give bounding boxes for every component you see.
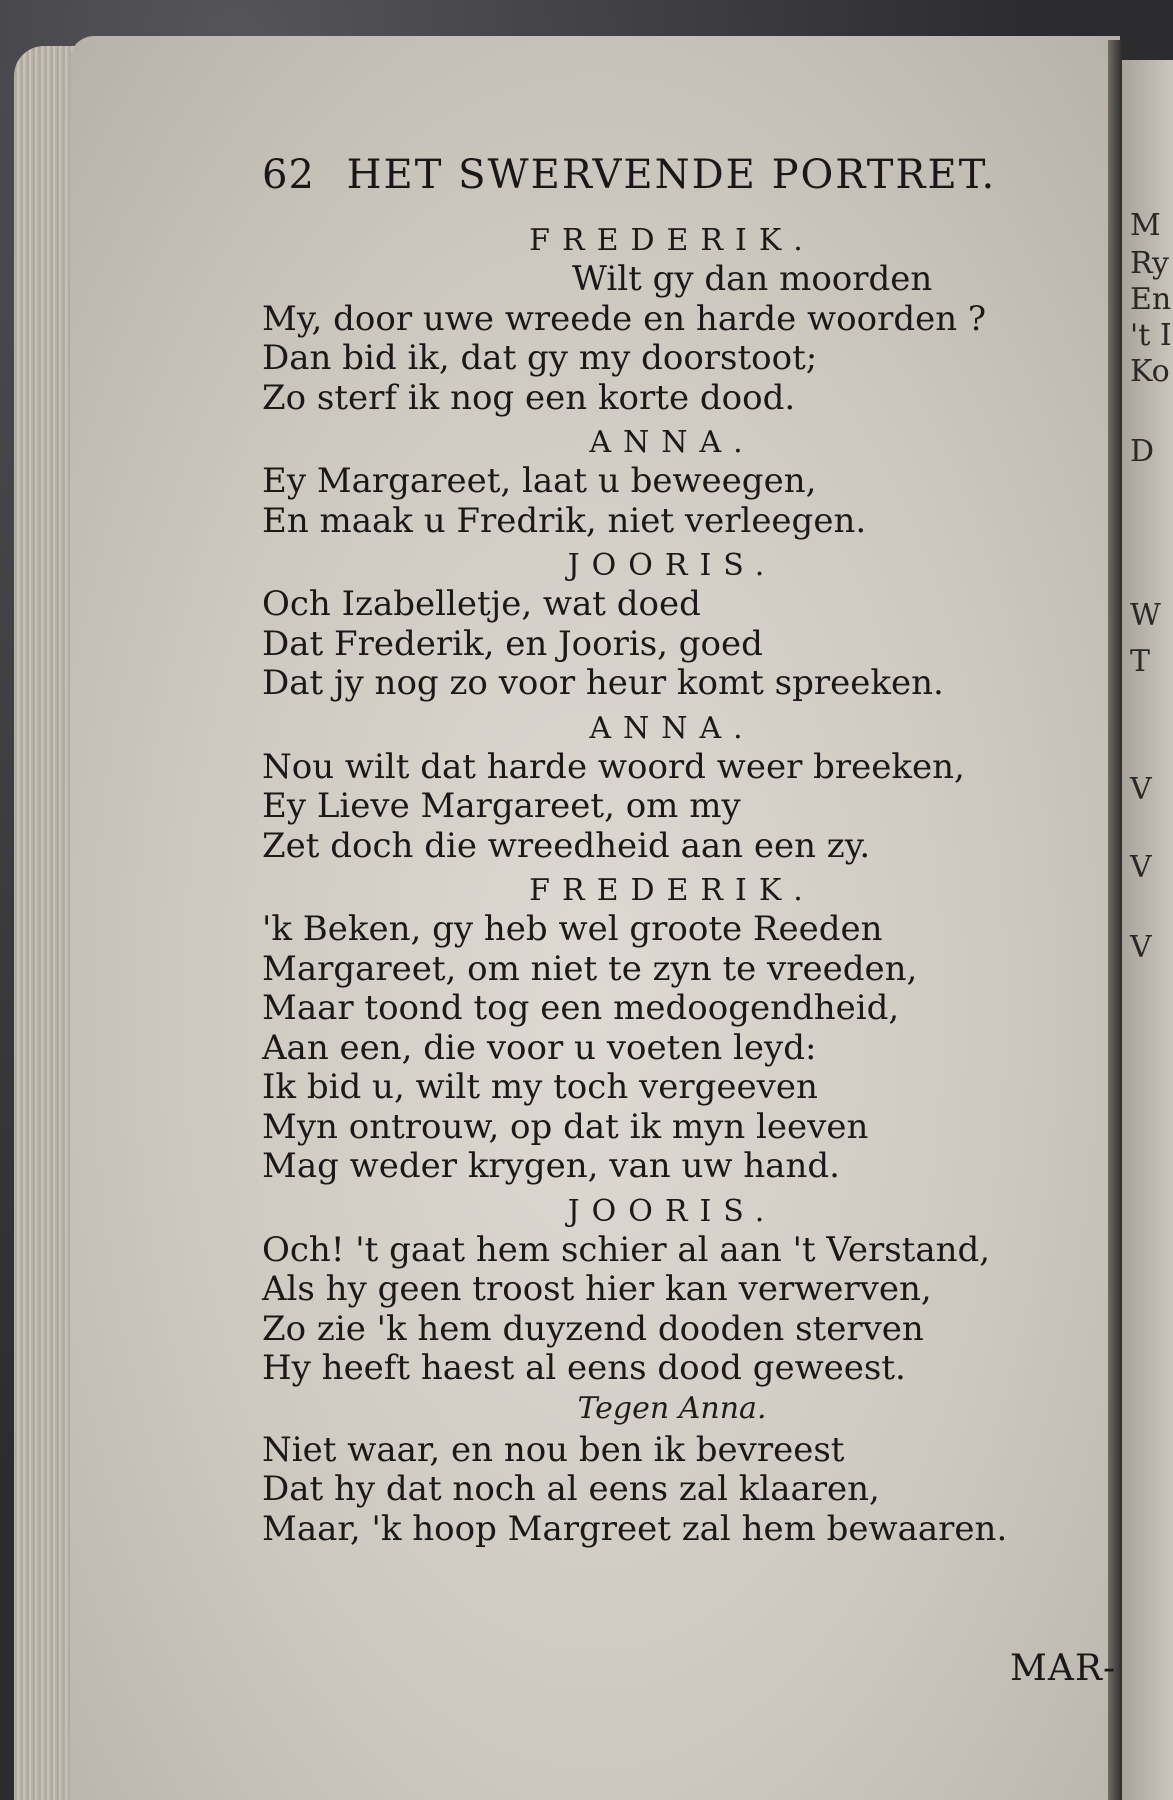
- facing-fragment: M: [1130, 208, 1161, 243]
- verse-line: Wilt gy dan moorden: [572, 259, 933, 299]
- verse-line: En maak u Fredrik, niet verleegen.: [262, 500, 867, 541]
- verse-line: 'k Beken, gy heb wel groote Reeden: [262, 909, 883, 949]
- stage-direction: Tegen Anna.: [577, 1390, 767, 1426]
- running-header: [262, 152, 1002, 198]
- verse-line: Als hy geen troost hier kan verwerven,: [262, 1269, 932, 1309]
- verse-line: Och Izabelletje, wat doed: [262, 584, 701, 624]
- verse-line: Maar, 'k hoop Margreet zal hem bewaaren.: [262, 1508, 1008, 1549]
- speaker-name: JOORIS.: [567, 548, 777, 583]
- verse-line: Zo sterf ik nog een korte dood.: [262, 377, 796, 418]
- speaker-name: FREDERIK.: [529, 873, 815, 908]
- facing-fragment: V: [1130, 930, 1152, 965]
- verse-line: Ey Margareet, laat u beweegen,: [262, 461, 817, 501]
- verse-line: Dat hy dat noch al eens zal klaaren,: [262, 1469, 880, 1509]
- facing-fragment: En: [1130, 282, 1172, 317]
- page-number: 62: [262, 152, 315, 198]
- facing-page-edge: [1122, 60, 1173, 1800]
- facing-fragment: Ry: [1130, 246, 1170, 281]
- verse-line: Niet waar, en nou ben ik bevreest: [262, 1429, 845, 1470]
- verse-line: Hy heeft haest al eens dood geweest.: [262, 1348, 906, 1388]
- facing-fragment: W: [1130, 598, 1161, 633]
- verse-line: Nou wilt dat harde woord weer breeken,: [262, 746, 965, 787]
- verse-line: Dan bid ik, dat gy my doorstoot;: [262, 338, 818, 378]
- verse-line: Ik bid u, wilt my toch vergeeven: [262, 1067, 818, 1107]
- verse-line: Maar toond tog een medoogendheid,: [262, 988, 900, 1028]
- play-text: [262, 222, 1082, 1549]
- running-title: HET SWERVENDE PORTRET.: [346, 152, 997, 198]
- verse-line: Margareet, om niet te zyn te vreeden,: [262, 948, 918, 989]
- facing-fragment: 't I: [1130, 318, 1172, 353]
- verse-line: Dat Frederik, en Jooris, goed: [262, 623, 763, 664]
- verse-line: Mag weder krygen, van uw hand.: [262, 1146, 840, 1186]
- verse-line: Och! 't gaat hem schier al aan 't Verstand,: [262, 1229, 991, 1270]
- verse-line: Aan een, die voor u voeten leyd:: [262, 1027, 817, 1068]
- verse-line: Ey Lieve Margareet, om my: [262, 786, 741, 826]
- facing-fragment: Ko: [1130, 354, 1170, 389]
- verse-line: Zet doch die wreedheid aan een zy.: [262, 825, 871, 866]
- book-gutter: [1108, 40, 1122, 1800]
- verse-line: Myn ontrouw, op dat ik myn leeven: [262, 1106, 869, 1147]
- speaker-name: ANNA.: [589, 710, 755, 746]
- speaker-name: FREDERIK.: [529, 223, 815, 258]
- facing-fragment: V: [1130, 850, 1152, 885]
- verse-line: My, door uwe wreede en harde woorden ?: [262, 298, 987, 339]
- verse-line: Dat jy nog zo voor heur komt spreeken.: [262, 663, 944, 703]
- speaker-name: JOORIS.: [567, 1193, 777, 1229]
- speaker-name: ANNA.: [589, 425, 755, 460]
- facing-fragment: V: [1130, 772, 1152, 807]
- catchword: MAR-: [1010, 1648, 1117, 1689]
- facing-fragment: D: [1130, 434, 1155, 469]
- verse-line: Zo zie 'k hem duyzend dooden sterven: [262, 1308, 924, 1349]
- facing-fragment: T: [1130, 644, 1151, 679]
